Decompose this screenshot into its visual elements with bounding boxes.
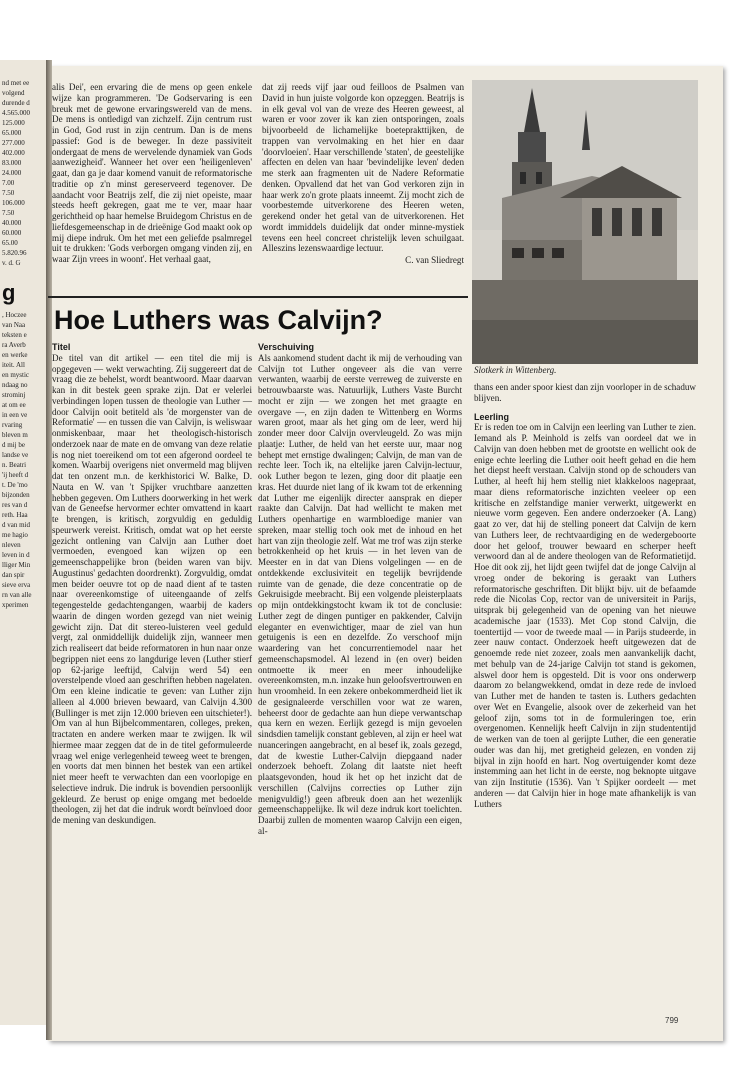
previous-page-line: bijzonden xyxy=(2,491,30,499)
photo-caption: Slotkerk in Wittenberg. xyxy=(474,365,557,375)
previous-page-fragment: nd met ee xyxy=(2,79,30,87)
previous-page-line: at om ee xyxy=(2,401,26,409)
previous-page-fragments xyxy=(0,60,50,268)
previous-page-fragment: 24.000 xyxy=(2,169,22,177)
previous-page-line: reth. Haa xyxy=(2,511,28,519)
previous-page-line: iteit. All xyxy=(2,361,25,369)
previous-page-fragment: 60.000 xyxy=(2,229,22,237)
review-column-2 xyxy=(262,82,464,266)
article-text-1: De titel van dit artikel — een titel die mij is opgegeven — wekt verwachting. Zij suggereert dat de vraag die ze behelst, wordt beantwoord. Maar daarvan kan in dit bestek geen sprake zijn. Dat er velerlei verbindingen lopen tussen de theologie van Luther — door Calvijn ooit betiteld als 'de morgenster van de Reformatie' — en tussen die van Calvijn, is weliswaar onmiskenbaar, maar het theologisch-historisch onderzoek naar de mate en de omvang van deze relatie is nog niet toereikend om tot een afgerond oordeel te komen. Waarbij overigens niet onvermeld mag blijven dat ten onzent m.n. de kerkhistorici W. Balke, D. Nauta en W. van 't Spijker vruchtbare aanzetten hebben gegeven. Om Luthers doorwerking in het werk van de Geneefse hervormer echter omvattend in kaart te brengen, is kritisch, zorgvuldig en geduldig speurwerk vereist. Kritisch, omdat wat op het eerste gezicht ontlening van Calvijn aan Luther doet vermoeden, evengoed kan wijzen op een gemeenschappelijke bron (beiden waren van bijv. Augustinus' gedachten doordrenkt). Zorgvuldig, omdat men beider oeuvre tot op de naad dient af te tasten naar overeenkomstige of uiteengaande of zelfs tegengestelde gedachtengangen, waarbij de kaders waarin de dingen worden gezegd van niet weinig gewicht zijn. Dat dit stereo-luisteren veel geduld vergt, zal onmiddellijk duidelijk zijn, wanneer men zich realiseert dat beide reformatoren in hun naar onze begrippen niet eens zo langdurige leven (Luther stierf op 62-jarige leeftijd, Calvijn werd 54) een overstelpende vloed aan geschriften hebben nagelaten. Om een kleine indicatie te geven: van Luther zijn alleen al 4.000 brieven bewaard, van Calvijn 4.300 (Bullinger is met zijn 12.000 brieven een uitschieter!). Om van al hun Bijbelcommentaren, colleges, preken, tractaten en andere werken maar te zwijgen. Ik wil hiermee maar zeggen dat de in de titel geformuleerde vraag wel enige verlegenheid teweeg weet te brengen, en voorts dat men binnen het bestek van een artikel niet meer heeft te verwachten dan een voorlopige en selectieve indruk. Die indruk is bovendien persoonlijk gekleurd. Ze berust op enige omgang met bedoelde theologen, zij het dat die indruk wordt beïnvloed door de mening van deskundigen. xyxy=(52,352,252,825)
section-rule xyxy=(48,296,468,298)
article-title: Hoe Luthers was Calvijn? xyxy=(54,305,383,335)
review-signature: C. van Sliedregt xyxy=(405,255,464,265)
review-text-1: alis Dei', een ervaring die de mens op geen enkele wijze kan programmeren. 'De Godservaring is een breuk met de gewone ervaringswereld van de mens. De mens is ontledigd van zichzelf. Zijn centrum rust in God, God rust in zijn centrum. Dan is de mens passief: God is de beweger. In deze passiviteit ondergaat de mens de wervelende dynamiek van Gods aanwezigheid'. Wanneer het over een 'heiligenleven' gaat, dan ga je daar komend vanuit de reformatorische traditie op z'n minst gereserveerd tegenover. De aandacht voor Beatrijs zelf, die zij niet opeiste, maar steeds heeft gekregen, gaat me te ver, maar haar gerichtheid op haar hemelse Bruidegom Christus en de liefdesgemeenschap in de drieënige God maakt ook op mij diepe indruk. Om het met een geliefde psalmregel uit te drukken: 'Gods verborgen omgang vinden zij, en waar Zijn vrees in woont'. Het verhaal gaat, xyxy=(52,82,252,264)
previous-page-line: me hagio xyxy=(2,531,28,539)
previous-page-fragment: 4.565.000 xyxy=(2,109,30,117)
article-text-3: Er is reden toe om in Calvijn een leerling van Luther te zien. Iemand als P. Meinhold is zelfs van oordeel dat we in Calvijn van doen hebben met de grootste en wellicht ook de enige echte leerling die Luther ooit heeft gehad en die hem het diepst heeft verstaan. Calvijn stond op de schouders van Luther, al heeft hij hem stellig niet klakkeloos nagepraat, maar diens reformatorische inzichten veeleer op een kritische en zelfstandige manier verwerkt, uitgewerkt en nieuwe vorm gegeven. Een andere onderzoeker (A. Lang) gaat zo ver, dat hij de stelling poneert dat Calvijn de kern van Luthers leer, de rechtvaardiging en de wedergeboorte door het geloof, trouwer bewaard en scherper heeft verwoord dan al de andere theologen van de Reformatietijd. Hoe dit ook zij, het lijdt geen twijfel dat de jonge Calvijn al vroeg onder de bekoring is geraakt van Luthers reformatorische geschriften. Dit blijkt bijv. uit de befaamde rede die Nicolas Cop, rector van de universiteit in Parijs, uitsprak bij gelegenheid van de opening van het nieuwe academische jaar (1533). Met Cop stond Calvijn, die toentertijd — voor de tweede maal — in Parijs studeerde, in zeer nauw contact. Onderzoek heeft uitgewezen dat de genoemde rede niet zozeer, zoals men aanvankelijk dacht, met behulp van de 24-jarige Calvijn tot stand is gekomen, alswel door hem is opgesteld. Dit is voor ons onderwerp daarom zo belangwekkend, omdat in deze rede de invloed van Luther met de handen te tasten is. Luthers gedachten over Wet en Evangelie, alsook over de zekerheid van het geloof zijn, soms tot in de formuleringen toe, erin overgenomen. Kennelijk heeft Calvijn in zijn studententijd de werken van de toen al gerijpte Luther, die een generatie ouder was dan hij, met gretigheid gelezen, en vonden zij bijval in zijn hoofd en hart. Nog overtuigender komt deze instemming aan het licht in de eerste, nog beknopte uitgave van zijn Institutie (1536). Van 't Spijker oordeelt — met anderen — dat Calvijn hier in hoge mate afhankelijk is van Luthers xyxy=(474,422,696,809)
previous-page-line: n. Beatri xyxy=(2,461,27,469)
previous-page-fragment: 277.000 xyxy=(2,139,25,147)
previous-page-line: strominj xyxy=(2,391,26,399)
previous-page-fragment: 83.000 xyxy=(2,159,22,167)
previous-page-fragment: 7.50 xyxy=(2,189,15,197)
article-text-2: Als aankomend student dacht ik mij de verhouding van Calvijn tot Luther ongeveer als die van verre verwanten, waarbij de eerste verreweg de zuiverste en betrouwbaarste was. Natuurlijk, Luthers Vaste Burcht mocht er zijn — we zongen het met graagte en overgave —, en zijn daden te Wittenberg en Worms waren groot, maar als het ging om de leer, werd hij zonder meer door Calvijn overvleugeld. Zo was mijn plaatje: Luther, de held van het eerste uur, maar nog behept met ernstige dwalingen; Calvijn, de man van de rechte leer. Toch ik, na eltelijke jaren Calvijn-lectuur, ook Luther begon te lezen, ging door dit plaatje een kras. Het duurde niet lang of ik kwam tot de erkenning dat Luther me eigenlijk directer aansprak en dieper raakte dan Calvijn. Dat had wellicht te maken met Luthers openhartige en warmbloedige manier van spreken, maar stellig toch ook met de inhoud en het hart van zijn theologie zelf. Wat me trof was zijn sterke betrokkenheid op het kruis — in het leven van de Meester en in dat van Diens volgelingen — en de ontdekkende exclusiviteit en tegelijk bevrijdende ruimte van de genade, die deze concentratie op de Gekruisigde meebracht. Bij een volgende pleisterplaats op mijn ontdekkingstocht kwam ik tot de conclusie: Luther zegt de dingen puntiger en pakkender, Calvijn eleganter en evenwichtiger, maar de ziel van hun getuigenis is een en dezelfde. Zo verschoof mijn waardering van het concurrentiemodel naar het gemeenschapsmodel. Al lezend in (en over) beiden ontmoette ik meer en meer inhoudelijke overeenkomsten, m.n. inzake hun geloofsvertrouwen en hun vroomheid. In een zekere onbekommerdheid liet ik de gesignaleerde verschillen voor wat ze waren, beheerst door de gedachte aan hun diepe verwantschap qua kern en wezen. Eerlijk gezegd is mijn gevoelen sindsdien tamelijk constant gebleven, al zijn er heel wat nuanceringen aangebracht, en al besef ik, zoals gezegd, dat de kwestie Luther-Calvijn diepgaand nader onderzoek behoeft. Zolang dit laatste niet heeft plaatsgevonden, houd ik het op het inzicht dat de verschillen (Calvijns correcties op Luther zijn menigvuldig!) geen afbreuk doen aan het wezenlijk gemeenschappelijke. Ik wil deze indruk kort toelichten. Daarbij zullen de momenten waarop Calvijn een eigen, al- xyxy=(258,352,462,836)
previous-page-line: en mystic xyxy=(2,371,30,379)
previous-page-line: landse ve xyxy=(2,451,29,459)
previous-page-line: xperimen xyxy=(2,601,29,609)
previous-page-line: leven in d xyxy=(2,551,30,559)
previous-page-fragment: durende d xyxy=(2,99,30,107)
previous-page-line: nleven xyxy=(2,541,21,549)
previous-page-line: en werke xyxy=(2,351,28,359)
previous-page-line: , Hoczee xyxy=(2,311,27,319)
previous-page-line: sieve erva xyxy=(2,581,31,589)
previous-page-fragment: 65.000 xyxy=(2,129,22,137)
article-text-3-intro: thans een ander spoor kiest dan zijn voorloper in de schaduw blijven. xyxy=(474,382,696,403)
previous-page-lines xyxy=(0,310,50,610)
article-column-2 xyxy=(258,342,462,838)
previous-page-line: d mij be xyxy=(2,441,25,449)
previous-page-fragment: volgend xyxy=(2,89,25,97)
previous-page-line: rn van alle xyxy=(2,591,32,599)
previous-page-fragment: v. d. G xyxy=(2,259,21,267)
previous-page-fragment: 65.00 xyxy=(2,239,18,247)
previous-page-fragment: 402.000 xyxy=(2,149,25,157)
previous-page-line: rvaring xyxy=(2,421,23,429)
previous-page-fragment: 106.000 xyxy=(2,199,25,207)
page-number: 799 xyxy=(665,1016,679,1025)
previous-page-line: in een ve xyxy=(2,411,28,419)
previous-page-line: res van d xyxy=(2,501,28,509)
section-heading-titel: Titel xyxy=(52,342,71,352)
previous-page-line: dan spir xyxy=(2,571,25,579)
section-heading-leerling: Leerling xyxy=(474,411,510,422)
previous-page-fragment: 125.000 xyxy=(2,119,25,127)
previous-page-line: 'ij heeft d xyxy=(2,471,29,479)
church-photo xyxy=(472,80,698,364)
previous-page-fragment: 5.820.96 xyxy=(2,249,27,257)
previous-page-line: d van mid xyxy=(2,521,30,529)
previous-page-line: ndaag no xyxy=(2,381,28,389)
previous-page-line: van Naa xyxy=(2,321,26,329)
previous-page-line: t. De 'mo xyxy=(2,481,28,489)
previous-page-edge xyxy=(0,60,52,1025)
review-column-1 xyxy=(52,82,252,266)
previous-page-line: bleven m xyxy=(2,431,28,439)
previous-page-line: lliger Min xyxy=(2,561,31,569)
article-column-3 xyxy=(474,382,696,810)
section-heading-verschuiving: Verschuiving xyxy=(258,342,315,352)
article-column-1 xyxy=(52,342,252,827)
previous-page-heading: g xyxy=(2,280,16,305)
slotkerk-illustration xyxy=(472,80,698,364)
previous-page-fragment: 7.00 xyxy=(2,179,15,187)
previous-page-fragment: 40.000 xyxy=(2,219,22,227)
previous-page-fragment: 7.50 xyxy=(2,209,15,217)
previous-page-line: teksten e xyxy=(2,331,27,339)
review-text-2: dat zij reeds vijf jaar oud feilloos de Psalmen van David in hun juiste volgorde kon opzeggen. Beatrijs is in elk geval vol van de vreze des Heeren geweest, al waren er voor zover ik kan zien ontsporingen, zoals bijvoorbeeld de lichamelijke boeteprakttijken, de trappen van vervolmaking en het hier en daar 'doorvloeien'. Haar verschillende 'staten', de geestelijke affecten en delen van haar 'bevindelijke leven' deden me sterk aan fragmenten uit de Nadere Reformatie denken. Opvallend dat het van God verkoren zijn in haar werk zo'n grote plaats inneemt. Zij mocht zich de voorbestemde uitverkorene des Heeren weten, gerekend onder het getal van de uitverkorenen. Het wordt immiddels duidelijk dat onder minne-mystiek tevens een heel concreet christelijk leven schuilgaat. Alleszins lezenswaardige lectuur. xyxy=(262,82,464,254)
previous-page-line: ra Averb xyxy=(2,341,26,349)
